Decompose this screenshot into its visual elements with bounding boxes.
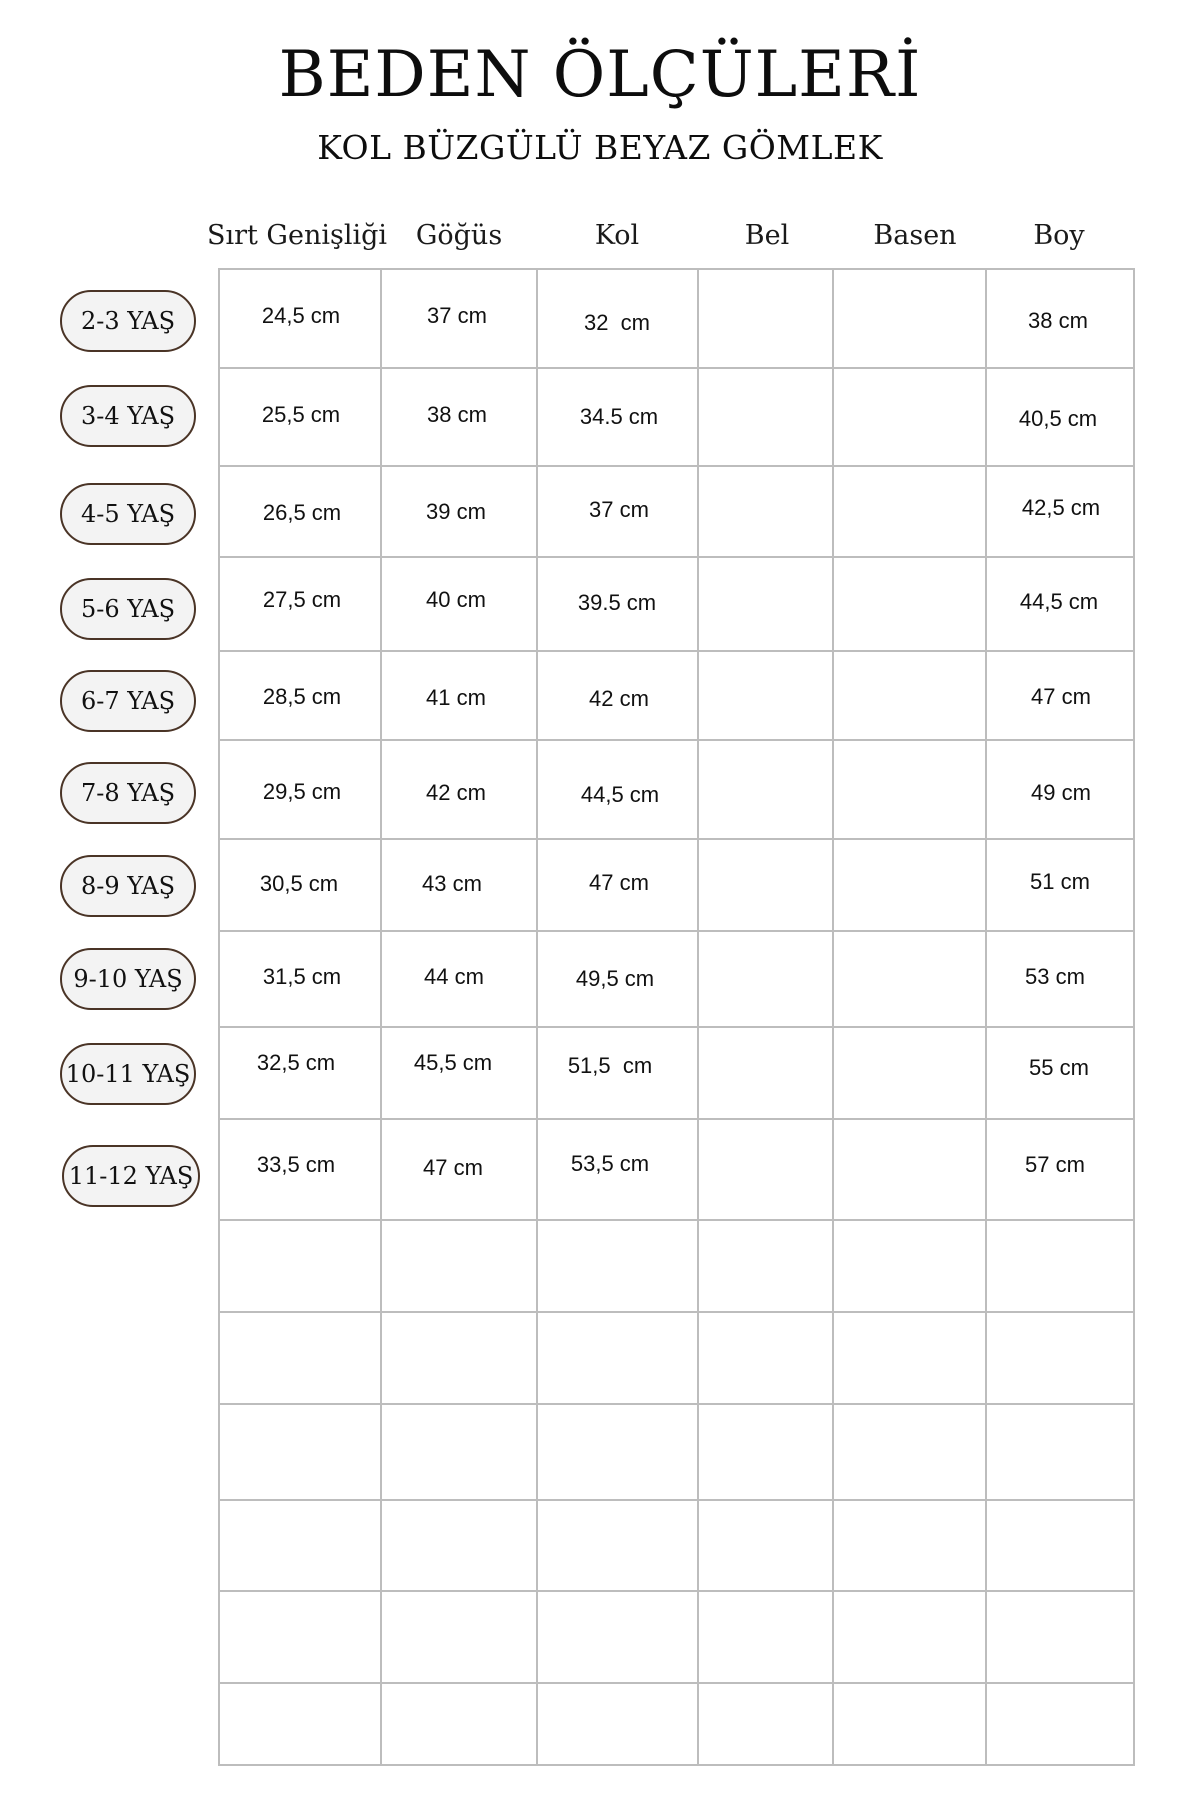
grid-divider xyxy=(218,1590,1135,1592)
grid-divider xyxy=(218,1311,1135,1313)
table-cell: 44,5 cm xyxy=(580,782,660,807)
table-cell: 30,5 cm xyxy=(259,871,339,896)
table-cell: 40,5 cm xyxy=(1018,406,1098,431)
column-header-basen: Basen xyxy=(873,220,957,251)
table-cell: 41 cm xyxy=(426,685,486,710)
table-cell: 27,5 cm xyxy=(262,587,342,612)
size-label-6-7: 6-7 YAŞ xyxy=(60,670,196,732)
grid-divider xyxy=(218,465,1135,467)
grid-divider xyxy=(536,268,538,1766)
table-cell: 40 cm xyxy=(426,587,486,612)
table-cell: 55 cm xyxy=(1029,1055,1089,1080)
table-cell: 32,5 cm xyxy=(256,1050,336,1075)
table-cell: 51,5 cm xyxy=(567,1053,653,1078)
table-cell: 47 cm xyxy=(423,1155,483,1180)
column-header-boy: Boy xyxy=(1033,220,1085,251)
table-cell: 44 cm xyxy=(424,964,484,989)
table-cell: 38 cm xyxy=(427,402,487,427)
grid-divider xyxy=(832,268,834,1766)
table-cell: 42,5 cm xyxy=(1021,495,1101,520)
table-cell: 47 cm xyxy=(1031,684,1091,709)
table-cell: 49 cm xyxy=(1031,780,1091,805)
table-cell: 25,5 cm xyxy=(261,402,341,427)
grid-divider xyxy=(218,1499,1135,1501)
table-cell: 39 cm xyxy=(426,499,486,524)
grid-divider xyxy=(218,1682,1135,1684)
size-label-3-4: 3-4 YAŞ xyxy=(60,385,196,447)
table-cell: 44,5 cm xyxy=(1019,589,1099,614)
grid-divider xyxy=(697,268,699,1766)
page-title: BEDEN ÖLÇÜLERİ xyxy=(278,38,922,112)
table-cell: 53 cm xyxy=(1025,964,1085,989)
grid-divider xyxy=(380,268,382,1766)
table-cell: 49,5 cm xyxy=(575,966,655,991)
table-cell: 45,5 cm xyxy=(413,1050,493,1075)
grid-divider xyxy=(218,739,1135,741)
table-cell: 26,5 cm xyxy=(262,500,342,525)
grid-divider xyxy=(218,1219,1135,1221)
table-cell: 24,5 cm xyxy=(261,303,341,328)
table-cell: 51 cm xyxy=(1030,869,1090,894)
size-label-9-10: 9-10 YAŞ xyxy=(60,948,196,1010)
grid-divider xyxy=(218,838,1135,840)
table-cell: 34.5 cm xyxy=(579,404,659,429)
size-table-grid xyxy=(218,268,1135,1766)
column-header-kol: Kol xyxy=(594,220,640,251)
table-cell: 39.5 cm xyxy=(577,590,657,615)
table-cell: 37 cm xyxy=(427,303,487,328)
grid-divider xyxy=(218,930,1135,932)
size-label-2-3: 2-3 YAŞ xyxy=(60,290,196,352)
table-cell: 29,5 cm xyxy=(262,779,342,804)
table-cell: 43 cm xyxy=(422,871,482,896)
table-cell: 33,5 cm xyxy=(256,1152,336,1177)
table-cell: 42 cm xyxy=(589,686,649,711)
size-label-7-8: 7-8 YAŞ xyxy=(60,762,196,824)
grid-divider xyxy=(218,556,1135,558)
table-cell: 38 cm xyxy=(1028,308,1088,333)
table-cell: 57 cm xyxy=(1025,1152,1085,1177)
table-cell: 53,5 cm xyxy=(570,1151,650,1176)
product-subtitle: KOL BÜZGÜLÜ BEYAZ GÖMLEK xyxy=(317,128,883,167)
table-cell: 32 cm xyxy=(583,310,651,335)
size-label-5-6: 5-6 YAŞ xyxy=(60,578,196,640)
table-cell: 47 cm xyxy=(589,870,649,895)
table-cell: 31,5 cm xyxy=(262,964,342,989)
table-cell: 37 cm xyxy=(589,497,649,522)
grid-divider xyxy=(985,268,987,1766)
size-label-11-12: 11-12 YAŞ xyxy=(62,1145,200,1207)
grid-divider xyxy=(218,367,1135,369)
grid-divider xyxy=(218,1026,1135,1028)
grid-divider xyxy=(218,650,1135,652)
size-label-4-5: 4-5 YAŞ xyxy=(60,483,196,545)
grid-divider xyxy=(218,1118,1135,1120)
size-label-8-9: 8-9 YAŞ xyxy=(60,855,196,917)
grid-divider xyxy=(218,1403,1135,1405)
column-header-gogus: Göğüs xyxy=(415,220,503,251)
size-label-10-11: 10-11 YAŞ xyxy=(60,1043,196,1105)
table-cell: 28,5 cm xyxy=(262,684,342,709)
column-header-sirt: Sırt Genişliği xyxy=(206,220,388,251)
table-cell: 42 cm xyxy=(426,780,486,805)
column-header-bel: Bel xyxy=(744,220,790,251)
